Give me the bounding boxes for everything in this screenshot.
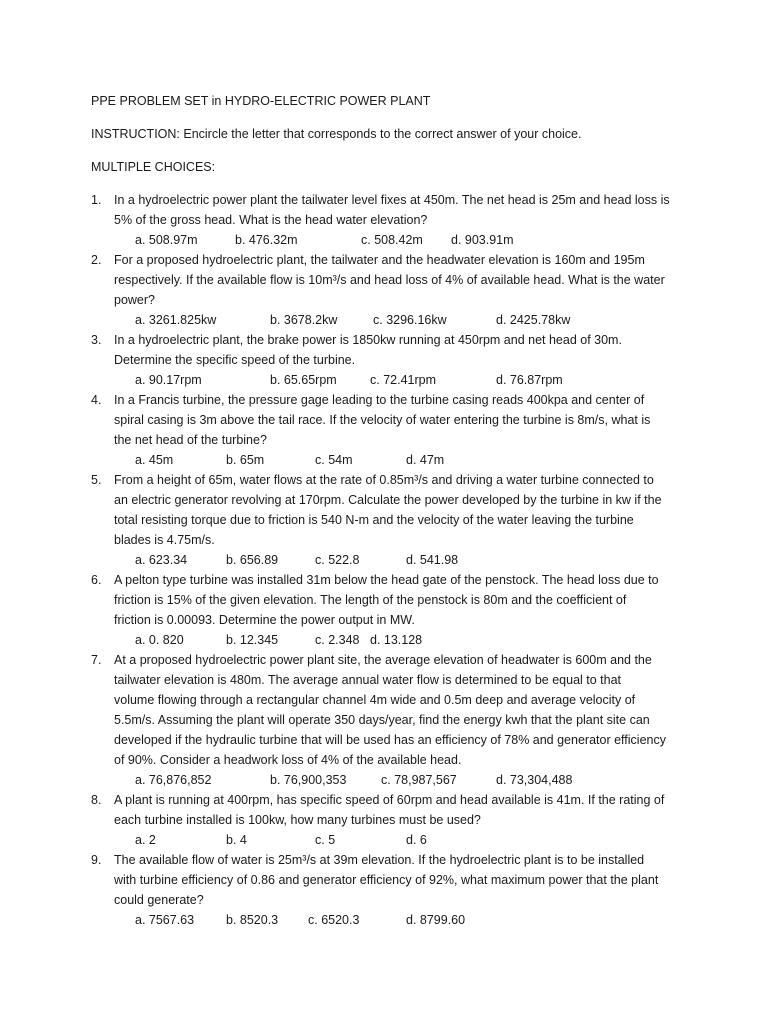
question-text: A pelton type turbine was installed 31m below the head gate of the penstock. The head loss due to friction is 15% of the given elevation. The length of the penstock is 80m and the coefficient of friction is 0.00093. Determine the power output in MW. bbox=[114, 573, 659, 627]
answer-choice-a[interactable]: a. 3261.825kw bbox=[135, 313, 217, 327]
answer-choices bbox=[135, 630, 691, 650]
answer-choices bbox=[135, 910, 691, 930]
answer-choice-c[interactable]: c. 54m bbox=[315, 453, 353, 467]
answer-choice-b[interactable]: b. 3678.2kw bbox=[270, 313, 338, 327]
answer-choice-a[interactable]: a. 0. 820 bbox=[135, 633, 184, 647]
question-text: For a proposed hydroelectric plant, the tailwater and the headwater elevation is 160m and 195m respectively. If the available flow is 10m³/s and head loss of 4% of available head. What is the water power? bbox=[114, 253, 665, 307]
question-item bbox=[91, 190, 691, 250]
answer-choices bbox=[135, 830, 691, 850]
answer-choice-d[interactable]: d. 6 bbox=[406, 833, 427, 847]
question-item bbox=[91, 470, 691, 570]
answer-choice-a[interactable]: a. 45m bbox=[135, 453, 174, 467]
question-text: The available flow of water is 25m³/s at 39m elevation. If the hydroelectric plant is to be installed with turbine efficiency of 0.86 and generator efficiency of 92%, what maximum power that the plant could generate? bbox=[114, 853, 659, 907]
answer-choices bbox=[135, 450, 691, 470]
answer-choice-b[interactable]: b. 476.32m bbox=[235, 233, 298, 247]
question-text: From a height of 65m, water flows at the rate of 0.85m³/s and driving a water turbine connected to an electric generator revolving at 170rpm. Calculate the power developed by the turbine in kw if the total resisting torque due to friction is 540 N-m and the velocity of the water leaving the turbine blades is 4.75m/s. bbox=[114, 473, 662, 547]
answer-choice-c[interactable]: c. 2.348 bbox=[315, 633, 360, 647]
question-text: In a Francis turbine, the pressure gage leading to the turbine casing reads 400kpa and center of spiral casing is 3m above the tail race. If the velocity of water entering the turbine is 8m/s, what is the net head of the turbine? bbox=[114, 393, 651, 447]
question-item bbox=[91, 790, 691, 850]
question-number: 6. bbox=[91, 573, 102, 587]
answer-choice-c[interactable]: c. 72.41rpm bbox=[370, 373, 437, 387]
question-number: 1. bbox=[91, 193, 102, 207]
question-text: At a proposed hydroelectric power plant site, the average elevation of headwater is 600m and the tailwater elevation is 480m. The average annual water flow is determined to be equal to that volume flowing through a rectangular channel 4m wide and 0.5m deep and average velocity of 5.5m/s. Assuming the plant will operate 350 days/year, find the energy kwh that the plant site can developed if the hydraulic turbine that will be used has an efficiency of 78% and generator efficiency of 90%. Consider a headwork loss of 4% of the available head. bbox=[114, 653, 666, 767]
answer-choice-d[interactable]: d. 8799.60 bbox=[406, 913, 466, 927]
answer-choice-b[interactable]: b. 76,900,353 bbox=[270, 773, 347, 787]
answer-choices bbox=[135, 370, 691, 390]
answer-choice-b[interactable]: b. 656.89 bbox=[226, 553, 279, 567]
question-item bbox=[91, 850, 691, 930]
answer-choice-d[interactable]: d. 47m bbox=[406, 453, 445, 467]
answer-choice-a[interactable]: a. 7567.63 bbox=[135, 913, 195, 927]
question-text: A plant is running at 400rpm, has specific speed of 60rpm and head available is 41m. If the rating of each turbine installed is 100kw, how many turbines must be used? bbox=[114, 793, 665, 827]
question-item bbox=[91, 390, 691, 470]
section-heading: MULTIPLE CHOICES: bbox=[91, 160, 216, 174]
answer-choices bbox=[135, 310, 691, 330]
answer-choices bbox=[135, 230, 691, 250]
question-item bbox=[91, 330, 691, 390]
document-title: PPE PROBLEM SET in HYDRO-ELECTRIC POWER PLANT bbox=[91, 94, 431, 108]
answer-choice-d[interactable]: d. 13.128 bbox=[370, 633, 423, 647]
answer-choice-b[interactable]: b. 65.65rpm bbox=[270, 373, 337, 387]
answer-choice-a[interactable]: a. 2 bbox=[135, 833, 156, 847]
answer-choice-c[interactable]: c. 508.42m bbox=[361, 233, 423, 247]
answer-choice-a[interactable]: a. 76,876,852 bbox=[135, 773, 212, 787]
answer-choice-c[interactable]: c. 522.8 bbox=[315, 553, 360, 567]
question-number: 4. bbox=[91, 393, 102, 407]
answer-choice-d[interactable]: d. 2425.78kw bbox=[496, 313, 571, 327]
question-text: In a hydroelectric power plant the tailwater level fixes at 450m. The net head is 25m and head loss is 5% of the gross head. What is the head water elevation? bbox=[114, 193, 670, 227]
answer-choice-b[interactable]: b. 12.345 bbox=[226, 633, 279, 647]
answer-choice-c[interactable]: c. 3296.16kw bbox=[373, 313, 447, 327]
question-list bbox=[91, 190, 691, 930]
answer-choice-c[interactable]: c. 78,987,567 bbox=[381, 773, 457, 787]
answer-choice-d[interactable]: d. 903.91m bbox=[451, 233, 514, 247]
instruction-text: INSTRUCTION: Encircle the letter that corresponds to the correct answer of your choice. bbox=[91, 127, 582, 141]
question-number: 5. bbox=[91, 473, 102, 487]
question-number: 7. bbox=[91, 653, 102, 667]
answer-choice-b[interactable]: b. 65m bbox=[226, 453, 265, 467]
answer-choice-a[interactable]: a. 90.17rpm bbox=[135, 373, 202, 387]
answer-choice-d[interactable]: d. 541.98 bbox=[406, 553, 459, 567]
question-item bbox=[91, 250, 691, 330]
answer-choices bbox=[135, 550, 691, 570]
question-number: 2. bbox=[91, 253, 102, 267]
question-text: In a hydroelectric plant, the brake power is 1850kw running at 450rpm and net head of 30m. Determine the specific speed of the turbine. bbox=[114, 333, 622, 367]
answer-choice-a[interactable]: a. 508.97m bbox=[135, 233, 198, 247]
question-number: 8. bbox=[91, 793, 102, 807]
answer-choice-c[interactable]: c. 5 bbox=[315, 833, 336, 847]
answer-choice-a[interactable]: a. 623.34 bbox=[135, 553, 188, 567]
answer-choice-b[interactable]: b. 8520.3 bbox=[226, 913, 279, 927]
question-item bbox=[91, 650, 691, 790]
question-item bbox=[91, 570, 691, 650]
question-number: 9. bbox=[91, 853, 102, 867]
question-number: 3. bbox=[91, 333, 102, 347]
answer-choice-c[interactable]: c. 6520.3 bbox=[308, 913, 360, 927]
answer-choice-d[interactable]: d. 73,304,488 bbox=[496, 773, 573, 787]
answer-choice-d[interactable]: d. 76.87rpm bbox=[496, 373, 563, 387]
answer-choice-b[interactable]: b. 4 bbox=[226, 833, 247, 847]
answer-choices bbox=[135, 770, 691, 790]
